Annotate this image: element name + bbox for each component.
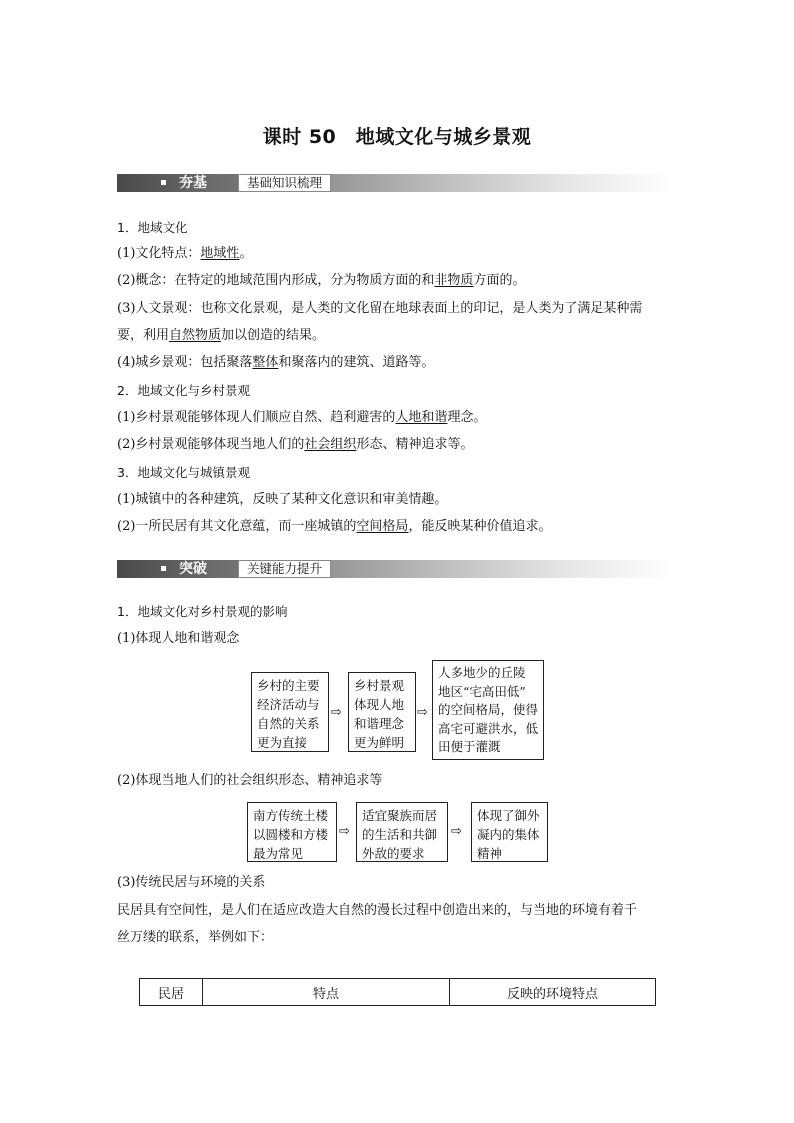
- flow-text: 凝内的集体: [477, 827, 540, 842]
- section-label: 夯基: [179, 175, 207, 191]
- table-header-feature: 特点: [203, 979, 450, 1006]
- paragraph-concept: [117, 272, 682, 290]
- paragraph-urban-2: [117, 518, 682, 536]
- heading-rural: 2．地域文化与乡村景观: [117, 383, 250, 398]
- text: (1)乡村景观能够体现人们顺应自然、趋利避害的: [117, 410, 396, 425]
- answer-text: 整体: [252, 355, 279, 370]
- table-header-environment: 反映的环境特点: [450, 979, 656, 1006]
- flow-text: 南方传统土楼: [253, 808, 329, 823]
- flow-text: 和谐理念: [354, 716, 405, 731]
- text: 形态、精神追求等。: [356, 437, 474, 452]
- text: 和聚落内的建筑、道路等。: [278, 355, 435, 370]
- bullet-square-icon: [161, 180, 166, 185]
- flow-text: 外敌的要求: [362, 846, 425, 861]
- flow2-box-2: [356, 802, 448, 862]
- section-bar-breakthrough: [117, 560, 677, 578]
- flow-text: 最为常见: [253, 846, 304, 861]
- table-header-row: [140, 979, 656, 1006]
- flow-text: 以圆楼和方楼: [253, 827, 329, 842]
- flow1-box-1: [251, 672, 329, 752]
- text: (2)乡村景观能够体现当地人们的: [117, 437, 305, 452]
- text: 要，利用: [117, 328, 170, 343]
- text: (2)一所民居有其文化意蕴，而一座城镇的: [117, 519, 357, 534]
- section-subtitle: 关键能力提升: [238, 560, 331, 578]
- flow-text: 田便于灌溉: [438, 739, 501, 754]
- answer-text: 非物质: [434, 273, 474, 288]
- flow1-box-2: [348, 672, 416, 752]
- text: 理念。: [447, 410, 487, 425]
- paragraph-cultural-landscape-cont: [117, 327, 682, 345]
- flow-arrow-icon: ⇨: [331, 705, 342, 720]
- page-title: 课时 50 地域文化与城乡景观: [262, 126, 532, 148]
- flow-text: 人多地少的丘陵: [438, 665, 526, 680]
- text: (4)城乡景观：包括聚落: [117, 355, 253, 370]
- flow1-box-3: [432, 660, 544, 760]
- flow-text: 地区“宅高田低”: [438, 683, 526, 699]
- heading-rural-influence: 1．地域文化对乡村景观的影响: [117, 604, 288, 619]
- paragraph-dwelling: 民居具有空间性，是人们在适应改造大自然的漫长过程中创造出来的，与当地的环境有着千: [117, 903, 638, 918]
- flow-text: 体现人地: [354, 697, 405, 712]
- subheading-social: (2)体现当地人们的社会组织形态、精神追求等: [117, 773, 383, 788]
- heading-regional-culture: 1．地域文化: [117, 220, 188, 235]
- flow-text: 高宅可避洪水，低: [438, 720, 539, 736]
- text: 。: [239, 246, 253, 261]
- section-subtitle: 基础知识梳理: [238, 174, 331, 192]
- dwelling-table: [139, 978, 656, 1006]
- flow-text: 乡村景观: [354, 678, 405, 693]
- flow2-box-3: [471, 802, 548, 862]
- flow-arrow-icon: ⇨: [417, 705, 428, 720]
- paragraph-rural-2: [117, 436, 682, 454]
- subheading-dwelling-environment: (3)传统民居与环境的关系: [117, 875, 266, 890]
- bullet-square-icon: [161, 566, 166, 571]
- paragraph-culture-feature: [117, 245, 682, 263]
- section-bar-foundation: [117, 174, 677, 192]
- flow-text: 更为鲜明: [354, 735, 405, 750]
- flow-text: 适宜聚族而居: [362, 808, 438, 823]
- flow-text: 更为直接: [257, 735, 308, 750]
- flow-text: 乡村的主要: [257, 678, 320, 693]
- paragraph-cultural-landscape: (3)人文景观：也称文化景观，是人类的文化留在地球表面上的印记，是人类为了满足某种需: [117, 301, 643, 316]
- answer-text: 地域性: [200, 246, 240, 261]
- flow-arrow-icon: ⇨: [451, 824, 462, 839]
- table-header-dwelling: 民居: [140, 979, 203, 1006]
- answer-text: 社会组织: [304, 437, 357, 452]
- answer-text: 空间格局: [356, 519, 409, 534]
- flow-arrow-icon: ⇨: [339, 824, 350, 839]
- paragraph-rural-1: [117, 409, 682, 427]
- paragraph-dwelling-cont: 丝万缕的联系，举例如下：: [117, 930, 274, 945]
- text: 加以创造的结果。: [221, 328, 326, 343]
- flow-text: 精神: [477, 846, 503, 861]
- paragraph-urban-rural-landscape: [117, 354, 682, 372]
- text: (1)文化特点：: [117, 246, 201, 261]
- text: 方面的。: [473, 273, 526, 288]
- flow-text: 的空间格局，使得: [438, 702, 539, 717]
- text: (2)概念：在特定的地域范围内形成，分为物质方面的和: [117, 273, 435, 288]
- flow-text: 的生活和共御: [362, 827, 438, 842]
- flow-text: 自然的关系: [257, 716, 320, 731]
- flow-text: 经济活动与: [257, 697, 320, 712]
- answer-text: 人地和谐: [395, 410, 448, 425]
- flow2-box-1: [247, 802, 337, 862]
- paragraph-urban-1: (1)城镇中的各种建筑，反映了某种文化意识和审美情趣。: [117, 492, 448, 507]
- heading-urban: 3．地域文化与城镇景观: [117, 465, 250, 480]
- text: ，能反映某种价值追求。: [408, 519, 552, 534]
- section-label: 突破: [179, 561, 207, 577]
- flow-text: 体现了御外: [477, 808, 540, 823]
- subheading-harmony: (1)体现人地和谐观念: [117, 631, 240, 646]
- answer-text: 自然物质: [169, 328, 222, 343]
